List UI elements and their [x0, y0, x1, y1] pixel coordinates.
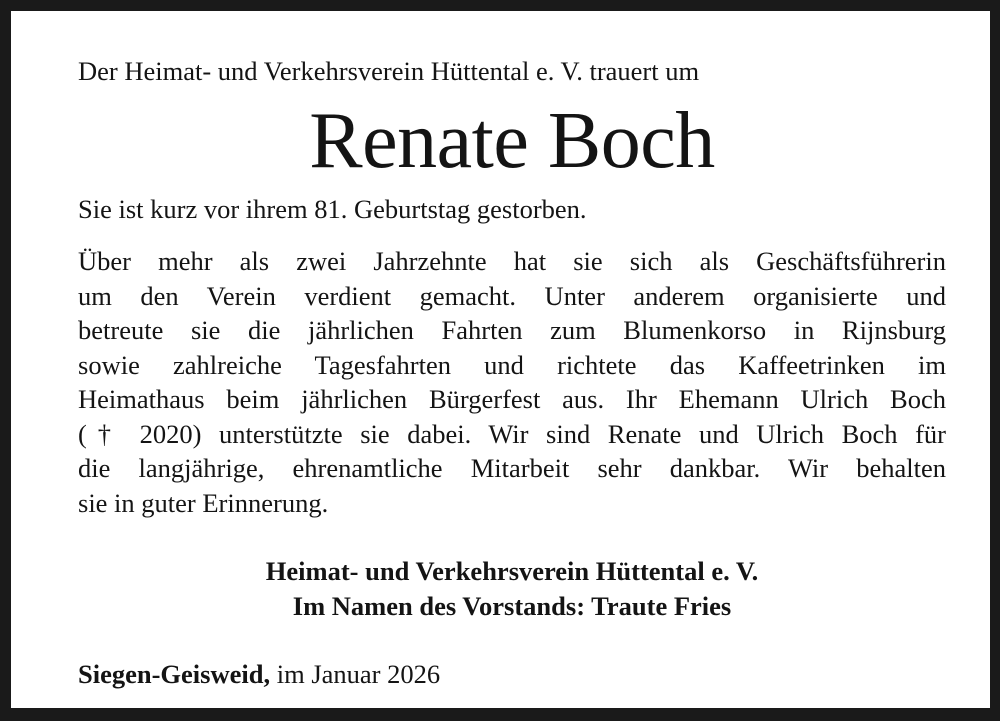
body-line: die langjährige, ehrenamtliche Mitarbeit sehr dankbar. Wir behalten [78, 453, 946, 483]
date: im Januar 2026 [276, 659, 441, 689]
deceased-name: Renate Boch [309, 97, 715, 185]
signature-organization: Heimat- und Verkehrsverein Hüttental e. V. [265, 556, 759, 586]
signature-on-behalf: Im Namen des Vorstands: Traute Fries [292, 591, 732, 621]
intro-line: Der Heimat- und Verkehrsverein Hüttental e. V. trauert um [78, 56, 700, 86]
signature-block [78, 554, 946, 624]
body-line: († 2020) unterstützte sie dabei. Wir sind Renate und Ulrich Boch für [78, 418, 946, 449]
body-paragraph [78, 244, 946, 520]
body-line: Heimathaus beim jährlichen Bürgerfest aus. Ihr Ehemann Ulrich Boch [78, 384, 946, 414]
age-sentence: Sie ist kurz vor ihrem 81. Geburtstag gestorben. [78, 194, 587, 224]
body-line: Über mehr als zwei Jahrzehnte hat sie sich als Geschäftsführerin [78, 246, 946, 276]
place-date-line [78, 657, 440, 691]
place: Siegen-Geisweid, [78, 659, 271, 689]
body-line: sie in guter Erinnerung. [78, 487, 329, 518]
body-line: um den Verein verdient gemacht. Unter anderem organisierte und [78, 280, 946, 311]
body-line: betreute sie die jährlichen Fahrten zum Blumenkorso in Rijnsburg [78, 315, 946, 345]
body-line: sowie zahlreiche Tagesfahrten und richtete das Kaffeetrinken im [78, 349, 946, 380]
